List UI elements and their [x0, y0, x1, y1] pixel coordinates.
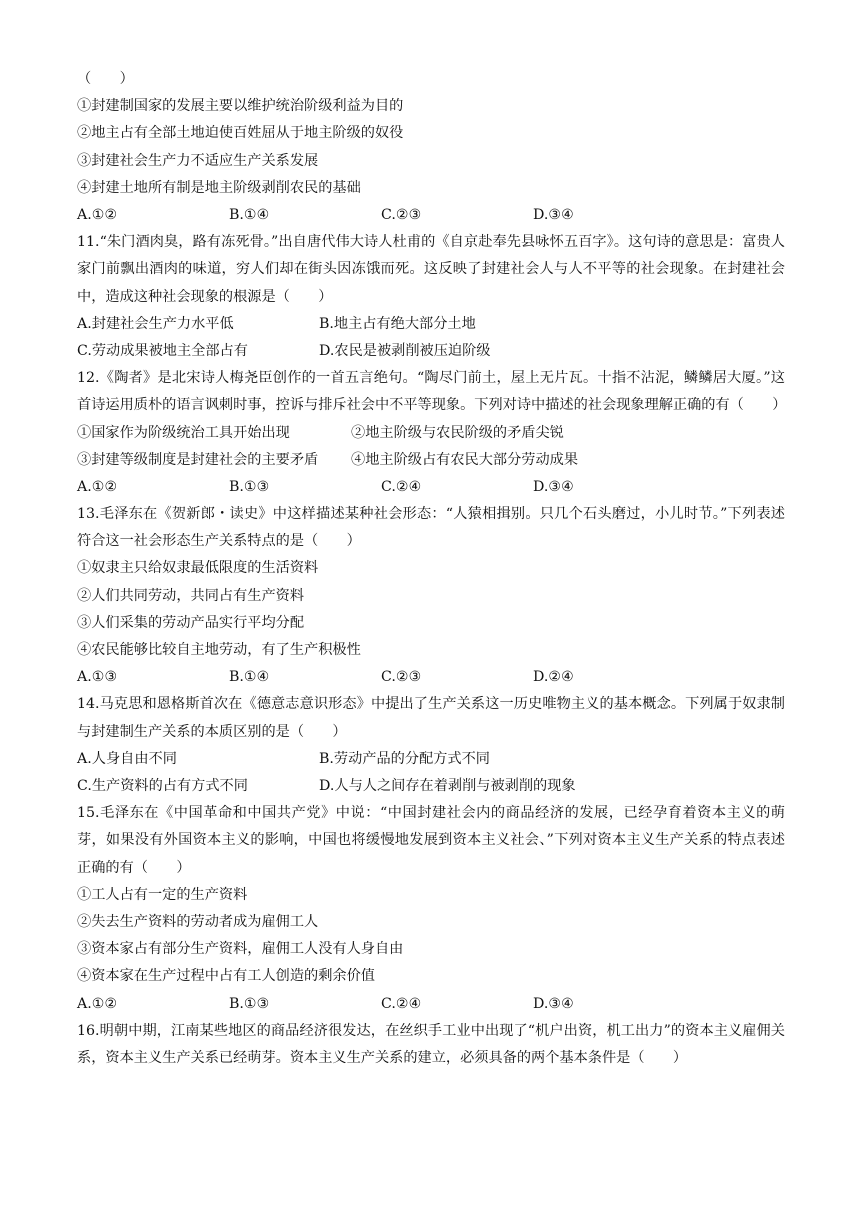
question-16: [77, 1018, 785, 1072]
statement-item: ②人们共同劳动，共同占有生产资料: [77, 587, 305, 604]
option-b: B.①③: [229, 995, 270, 1012]
option-b: B.劳动产品的分配方式不同: [319, 750, 490, 767]
statement-row-2: [77, 447, 785, 474]
option-b: B.①④: [229, 206, 270, 223]
answer-options: [77, 991, 785, 1018]
option-a: A.①②: [77, 995, 118, 1012]
statement-item: ④地主阶级占有农民大部分劳动成果: [351, 451, 579, 468]
question-stem: 12.《陶者》是北宋诗人梅尧臣创作的一首五言绝句。“陶尽门前土，屋上无片瓦。十指不沾泥，鳞鳞居大厦。”这首诗运用质朴的语言讽刺时事，控诉与排斥社会中不平等现象。下列对诗中描述的社会现象理解正确的有（ ）: [77, 370, 787, 414]
statement-item: ①奴隶主只给奴隶最低限度的生活资料: [77, 560, 319, 577]
exam-page: [77, 66, 785, 1072]
question-12: [77, 365, 785, 501]
option-a: A.①②: [77, 206, 118, 223]
question-stem: 16.明朝中期，江南某些地区的商品经济很发达，在丝织手工业中出现了“机户出资，机工出力”的资本主义雇佣关系，资本主义生产关系已经萌芽。资本主义生产关系的建立，必须具备的两个基本条件是（ ）: [77, 1022, 785, 1066]
option-d: D.人与人之间存在着剥削与被剥削的现象: [319, 778, 576, 795]
question-13: [77, 501, 785, 691]
option-b: B.①③: [229, 478, 270, 495]
option-d: D.③④: [533, 206, 574, 223]
answer-options: [77, 664, 785, 691]
answer-options: [77, 474, 785, 501]
option-d: D.③④: [533, 995, 574, 1012]
option-b: B.①④: [229, 669, 270, 686]
question-stem: 11.“朱门酒肉臭，路有冻死骨。”出自唐代伟大诗人杜甫的《自京赴奉先县咏怀五百字》。这句诗的意思是：富贵人家门前飘出酒肉的味道，穷人们却在街头因冻饿而死。这反映了封建社会人与人不平等的社会现象。在封建社会中，造成这种社会现象的根源是（ ）: [77, 234, 785, 305]
answer-options-row-1: [77, 311, 785, 338]
option-c: C.②③: [381, 669, 422, 686]
question-14: [77, 691, 785, 800]
option-c: C.②③: [381, 206, 422, 223]
statement-item: ③资本家占有部分生产资料，雇佣工人没有人身自由: [77, 941, 404, 958]
statement-item: ④农民能够比较自主地劳动，有了生产积极性: [77, 642, 361, 659]
option-a: A.封建社会生产力水平低: [77, 315, 234, 332]
question-stem: 13.毛泽东在《贺新郎・读史》中这样描述某种社会形态：“人猿相揖别。只几个石头磨过，小儿时节。”下列表述符合这一社会形态生产关系特点的是（ ）: [77, 506, 785, 550]
option-a: A.人身自由不同: [77, 750, 177, 767]
option-c: C.生产资料的占有方式不同: [77, 778, 248, 795]
statement-item: ①封建制国家的发展主要以维护统治阶级利益为目的: [77, 98, 404, 115]
statement-item: ③人们采集的劳动产品实行平均分配: [77, 614, 305, 631]
question-stem: 15.毛泽东在《中国革命和中国共产党》中说：“中国封建社会内的商品经济的发展，已经孕育着资本主义的萌芽，如果没有外国资本主义的影响，中国也将缓慢地发展到资本主义社会、”下列对资本主义生产关系的特点表述正确的有（ ）: [77, 805, 785, 876]
question-15: [77, 800, 785, 1018]
answer-options: [77, 202, 785, 229]
question-stem: 14.马克思和恩格斯首次在《德意志意识形态》中提出了生产关系这一历史唯物主义的基本概念。下列属于奴隶制与封建制生产关系的本质区别的是（ ）: [77, 696, 785, 740]
option-d: D.②④: [533, 669, 574, 686]
statement-item: ③封建等级制度是封建社会的主要矛盾: [77, 451, 319, 468]
statement-item: ①工人占有一定的生产资料: [77, 886, 248, 903]
statement-item: ②地主占有全部土地迫使百姓屈从于地主阶级的奴役: [77, 125, 404, 142]
option-a: A.①③: [77, 669, 118, 686]
statement-item: ②失去生产资料的劳动者成为雇佣工人: [77, 914, 319, 930]
option-c: C.②④: [381, 478, 422, 495]
statement-item: ①国家作为阶级统治工具开始出现: [77, 424, 290, 441]
statement-row-1: [77, 420, 785, 447]
option-a: A.①②: [77, 478, 118, 495]
option-c: C.②④: [381, 995, 422, 1012]
option-c: C.劳动成果被地主全部占有: [77, 342, 248, 359]
statement-item: ④资本家在生产过程中占有工人创造的剩余价值: [77, 968, 375, 985]
option-b: B.地主占有绝大部分土地: [319, 315, 476, 332]
answer-options-row-2: [77, 338, 785, 365]
statement-item: ③封建社会生产力不适应生产关系发展: [77, 152, 319, 169]
answer-options-row-1: [77, 746, 785, 773]
statement-item: ②地主阶级与农民阶级的矛盾尖锐: [351, 424, 564, 441]
question-11: [77, 229, 785, 365]
answer-options-row-2: [77, 773, 785, 800]
option-d: D.③④: [533, 478, 574, 495]
question-10-tail: [77, 66, 785, 229]
option-d: D.农民是被剥削被压迫阶级: [319, 342, 491, 359]
statement-item: ④封建土地所有制是地主阶级剥削农民的基础: [77, 179, 361, 196]
question-stem-end: （ ）: [77, 71, 134, 87]
